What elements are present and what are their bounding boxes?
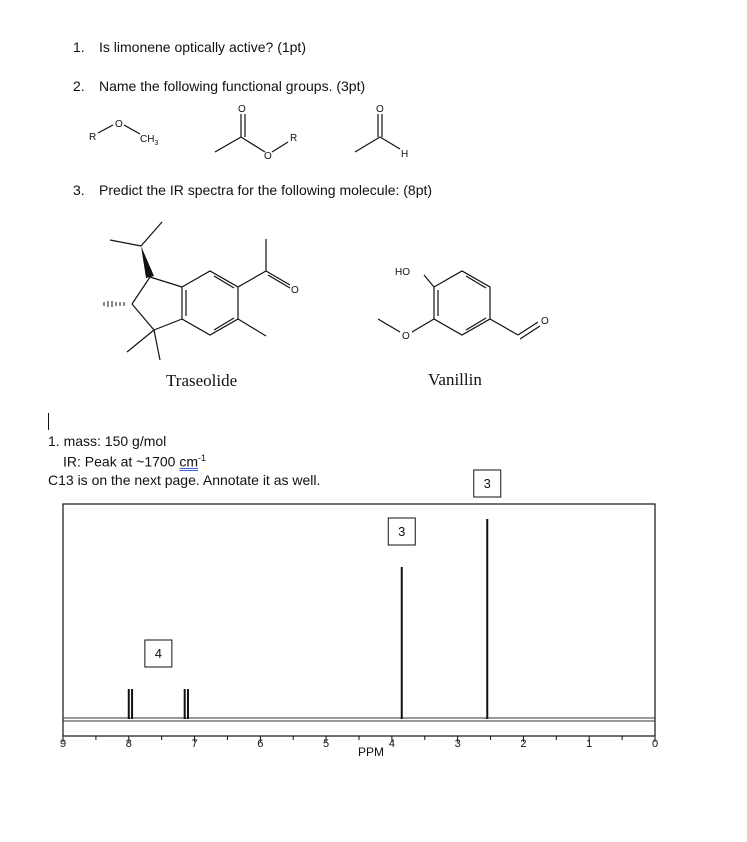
- integration-label: [145, 640, 172, 667]
- integration-value: 3: [483, 476, 491, 491]
- x-axis-label: PPM: [358, 745, 385, 759]
- x-tick-label: 5: [323, 738, 330, 750]
- integration-label: [474, 470, 501, 497]
- atom-label: O: [376, 104, 384, 115]
- atom-label: O: [291, 285, 299, 296]
- question-number: 1.: [73, 39, 85, 55]
- question-number: 3.: [73, 182, 85, 198]
- x-tick-label: 2: [520, 738, 527, 750]
- atom-label: $CH_3$: [140, 134, 159, 147]
- integration-label: [388, 518, 415, 545]
- atom-label: O: [541, 316, 549, 327]
- plot-frame: [63, 504, 655, 736]
- x-tick-label: 3: [454, 738, 461, 750]
- x-tick-label: 4: [388, 738, 395, 750]
- atom-label: O: [238, 104, 246, 115]
- x-tick-label: 8: [125, 738, 132, 750]
- question-text: Predict the IR spectra for the following molecule: (8pt): [99, 182, 433, 198]
- atom-label: H: [401, 149, 409, 160]
- integration-value: 4: [154, 646, 162, 661]
- atom-label: O: [402, 331, 410, 342]
- x-tick-label: 0: [651, 738, 659, 750]
- ir-unit: cm: [179, 453, 199, 470]
- ir-text: IR: Peak at ~1700: [63, 453, 180, 470]
- c13-note[interactable]: C13 is on the next page. Annotate it as well.: [48, 472, 321, 488]
- question-number: 2.: [73, 78, 85, 94]
- atom-label: O: [115, 119, 123, 130]
- ir-superscript: -1: [198, 453, 207, 463]
- integration-value: 3: [398, 524, 406, 539]
- atom-label: R: [89, 132, 97, 143]
- x-tick-label: 6: [257, 738, 264, 750]
- x-tick-label: 7: [191, 738, 198, 750]
- atom-label: HO: [395, 267, 410, 278]
- x-tick-label: 9: [59, 738, 67, 750]
- atom-label: O: [264, 151, 272, 162]
- vanillin-name: Vanillin: [428, 370, 482, 389]
- question-text: Name the following functional groups. (3pt): [99, 78, 366, 94]
- mass-answer[interactable]: 1. mass: 150 g/mol: [48, 433, 167, 449]
- question-text: Is limonene optically active? (1pt): [99, 39, 306, 55]
- atom-label: R: [290, 133, 298, 144]
- traseolide-name: Traseolide: [166, 371, 238, 390]
- x-tick-label: 1: [586, 738, 593, 750]
